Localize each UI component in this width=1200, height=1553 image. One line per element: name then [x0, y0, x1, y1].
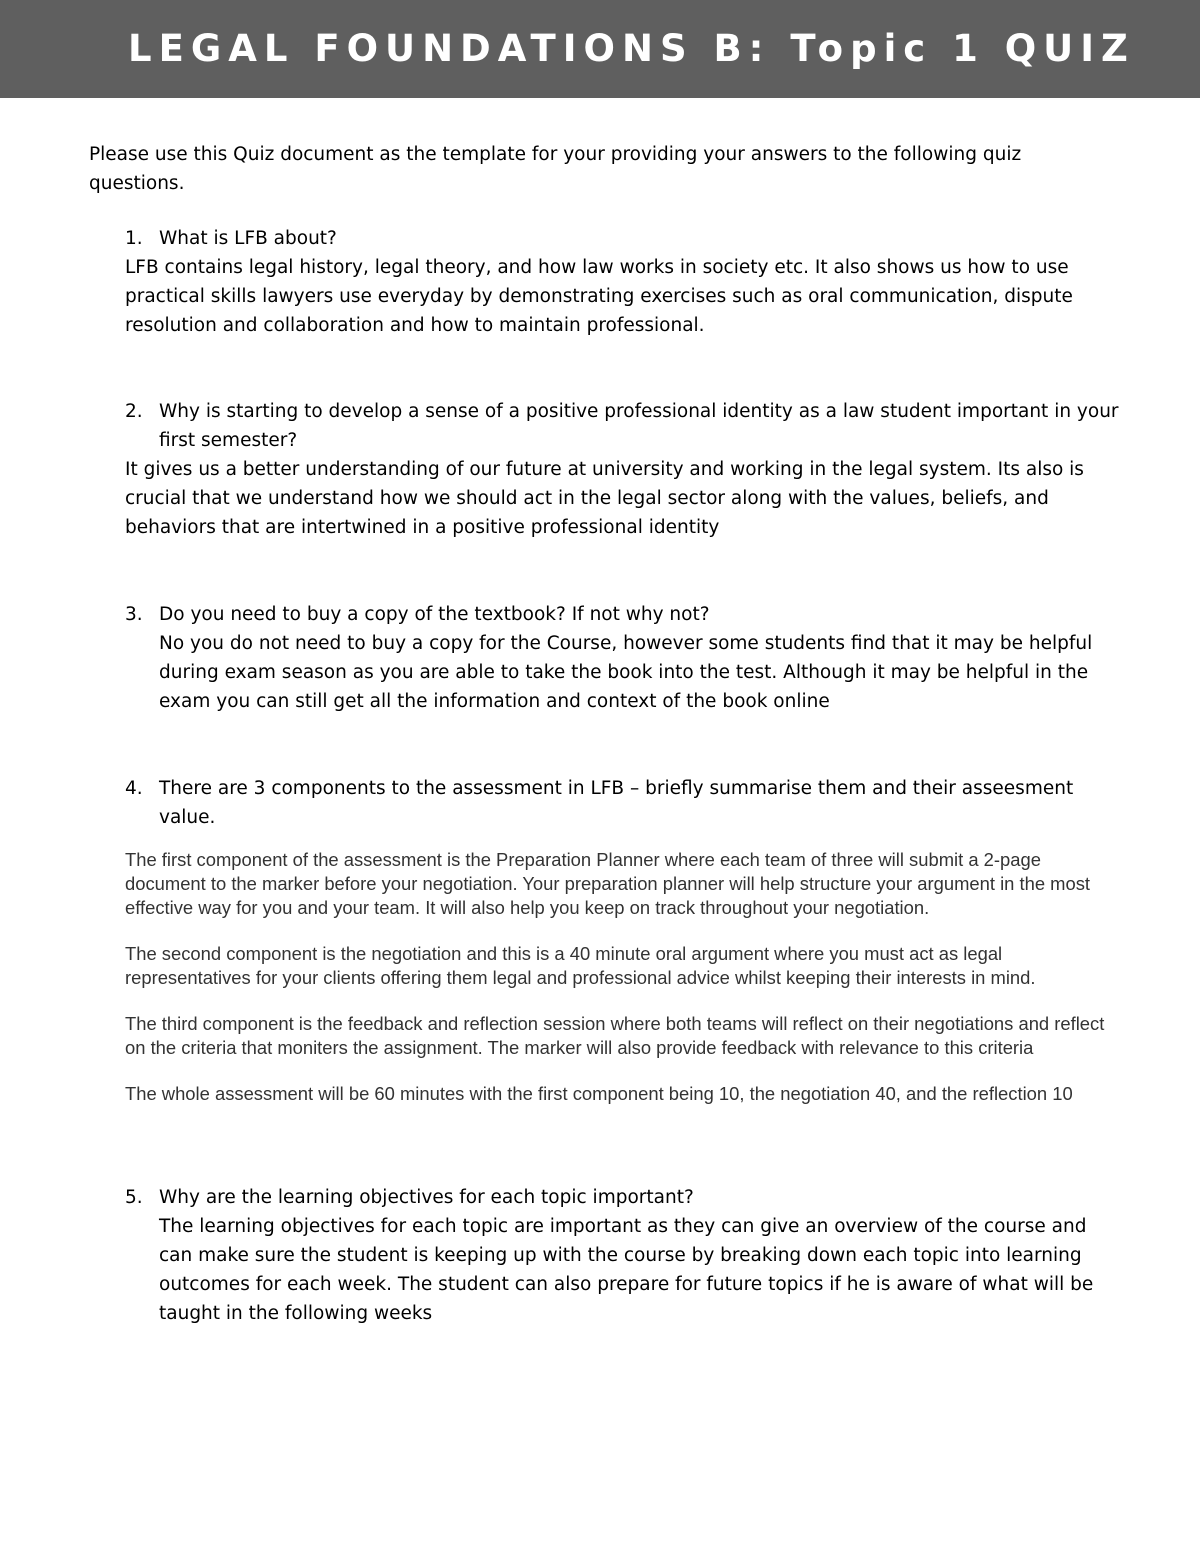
answer-text: LFB contains legal history, legal theory, and how law works in society etc. It also shows us how to use practical skills lawyers use everyday by demonstrating exercises such as oral communication, dispute resolution and collaboration and how to maintain professional.: [125, 257, 1073, 336]
question-text: Why is starting to develop a sense of a positive professional identity as a law student important in your first semester?: [159, 401, 1119, 451]
question-number: 4.: [125, 778, 143, 799]
answer-paragraph: The first component of the assessment is the Preparation Planner where each team of three will submit a 2-page document to the marker before your negotiation. Your preparation planner will help structure your argument in the most effective way for you and your team. It will also help you keep on track throughout your negotiation.: [125, 849, 1091, 918]
question-number: 1.: [125, 228, 143, 249]
question-2: [89, 397, 1119, 542]
answer-paragraph: The whole assessment will be 60 minutes with the first component being 10, the negotiation 40, and the reflection 10: [125, 1083, 1073, 1104]
answer-text: The learning objectives for each topic are important as they can give an overview of the course and can make sure the student is keeping up with the course by breaking down each topic into learning outcomes for each week. The student can also prepare for future topics if he is aware of what will be taught in the following weeks: [159, 1216, 1094, 1324]
answer-text: It gives us a better understanding of our future at university and working in the legal system. Its also is crucial that we understand how we should act in the legal sector along with the values, beliefs, and behaviors that are intertwined in a positive professional identity: [125, 459, 1084, 538]
answer-text: No you do not need to buy a copy for the Course, however some students find that it may be helpful during exam season as you are able to take the book into the test. Although it may be helpful in the exam you can still get all the information and context of the book online: [159, 633, 1093, 712]
question-number: 2.: [125, 401, 143, 422]
question-text: Do you need to buy a copy of the textbook? If not why not?: [159, 604, 710, 625]
question-text: Why are the learning objectives for each topic important?: [159, 1187, 694, 1208]
header-band: [0, 0, 1200, 98]
answer-paragraph: The third component is the feedback and reflection session where both teams will reflect on their negotiations and reflect on the criteria that moniters the assignment. The marker will also provide feedback with relevance to this criteria: [125, 1013, 1105, 1058]
intro-text: Please use this Quiz document as the template for your providing your answers to the following quiz questions.: [89, 144, 1022, 194]
document-body: [89, 140, 1119, 1328]
question-1: [89, 224, 1119, 340]
answer-paragraph: The second component is the negotiation and this is a 40 minute oral argument where you must act as legal representatives for your clients offering them legal and professional advice whilst keeping their interests in mind.: [125, 943, 1036, 988]
question-text: What is LFB about?: [159, 228, 337, 249]
question-number: 5.: [125, 1187, 143, 1208]
question-5: [89, 1183, 1119, 1328]
question-3: [89, 600, 1119, 716]
document-title: LEGAL FOUNDATIONS B: Topic 1 QUIZ: [128, 27, 1135, 70]
question-4: [89, 774, 1119, 1106]
question-number: 3.: [125, 604, 143, 625]
question-text: There are 3 components to the assessment in LFB – briefly summarise them and their asseesment value.: [159, 778, 1074, 828]
